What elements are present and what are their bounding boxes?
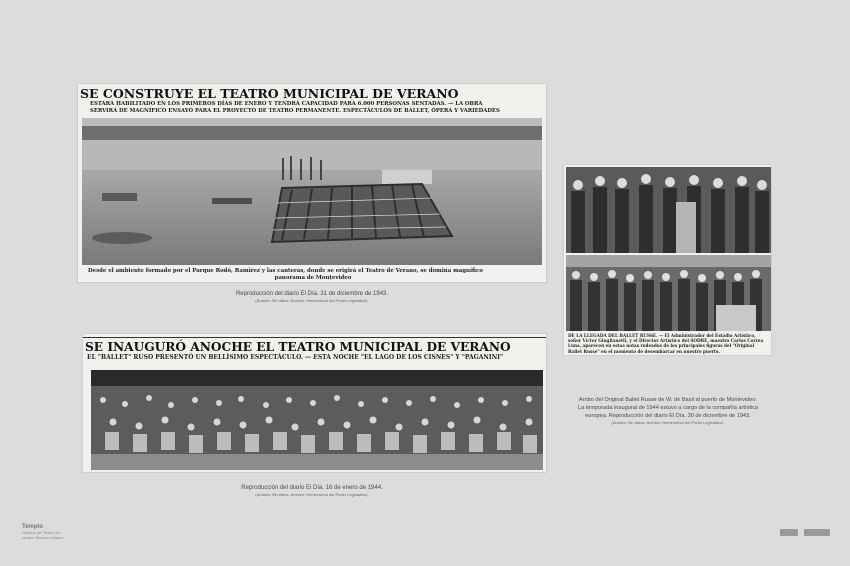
clip1-caption-block bbox=[172, 290, 452, 304]
clip1-subline-2: SERVIRÁ DE MAGNÍFICO ENSAYO PARA EL PROYECTO DE TEATRO PERMANENTE. ESPECTÁCULOS DE BALLET, ÓPERA Y VARIEDADES bbox=[90, 108, 500, 114]
clip2-caption-block bbox=[172, 484, 452, 498]
clip3-source: (Autoría: Sin datos. Archivo: Hemeroteca del Poder Legislativo). bbox=[611, 420, 725, 425]
footer-logos bbox=[780, 529, 830, 536]
partner-logo-icon bbox=[804, 529, 830, 536]
construction-site-photo bbox=[82, 118, 542, 265]
clip3-caption-block bbox=[560, 396, 776, 426]
ballet-arrival-photo-top bbox=[566, 167, 771, 253]
audience-photo bbox=[91, 370, 543, 470]
footer-title-block bbox=[22, 524, 63, 540]
clip1-source: (Autoría: Sin datos. Archivo: Hemeroteca del Poder Legislativo). bbox=[255, 298, 369, 303]
clip1-subline-1: ESTARÁ HABILITADO EN LOS PRIMEROS DÍAS DE ENERO Y TENDRÁ CAPACIDAD PARA 6.000 PERSONAS SENTADAS. — LA OBRA bbox=[90, 101, 483, 107]
clip2-subline: EL "BALLET" RUSO PRESENTÓ UN BELLÍSIMO ESPECTÁCULO. — ESTA NOCHE "EL LAGO DE LOS CISNES" Y "PAGANINI" bbox=[87, 354, 504, 361]
footer-line-1: Historia del Teatro de bbox=[22, 530, 60, 535]
clip3-caption-line-2: La temporada inaugural de 1944 estuvo a cargo de la compañía artística bbox=[577, 405, 759, 411]
institution-logo-icon bbox=[780, 529, 798, 536]
construction-site-illustration bbox=[82, 118, 542, 265]
newspaper-clip-3 bbox=[563, 164, 772, 356]
clip2-headline: SE INAUGURÓ ANOCHE EL TEATRO MUNICIPAL DE VERANO bbox=[85, 340, 511, 354]
audience-illustration bbox=[91, 370, 543, 470]
clip2-caption: Reproducción del diario El Día. 16 de enero de 1944. bbox=[241, 485, 383, 491]
clip2-source: (Autoría: Sin datos. Archivo: Hemeroteca del Poder Legislativo). bbox=[255, 492, 369, 497]
clip1-caption: Reproducción del diario El Día. 31 de diciembre de 1943. bbox=[235, 291, 389, 297]
group-portrait-illustration bbox=[566, 167, 771, 253]
clip1-photo-caption-2: panorama de Montevideo bbox=[274, 275, 352, 281]
clip3-caption-line-1: Arribo del Original Ballet Russe de W. de Basil al puerto de Montevideo. bbox=[578, 397, 758, 403]
clip3-print-caption: DE LA LLEGADA DEL BALLET RUSSE. — El Administrador del Estadio Artístico, señor Víctor Giuglianetti, y el Director Artístico del SODRE, maestro Carlos Correa Luna, aparecen en estas notas rodeados de los principales figuras del "Original Ballet Russe" en el momento de desembarcar en nuestro puerto. bbox=[568, 333, 764, 354]
dock-group-illustration bbox=[566, 255, 771, 331]
newspaper-clip-1 bbox=[77, 83, 547, 283]
clip1-headline: SE CONSTRUYE EL TEATRO MUNICIPAL DE VERANO bbox=[80, 86, 459, 101]
newspaper-clip-2 bbox=[82, 333, 547, 473]
clip1-photo-caption-1: Desde el ambiente formado por el Parque Rodó, Ramírez y las canteras, donde se erigirá el Teatro de Verano, se domina magnífico bbox=[88, 268, 483, 274]
clip2-top-rule bbox=[83, 337, 547, 338]
footer-line-2: Verano Ramón Collazo bbox=[22, 535, 64, 540]
clip3-caption-line-3: europea. Reproducción del diario El Día. 30 de diciembre de 1943. bbox=[585, 413, 751, 419]
footer-title: Templo bbox=[22, 524, 43, 530]
ballet-arrival-photo-bottom bbox=[566, 255, 771, 331]
